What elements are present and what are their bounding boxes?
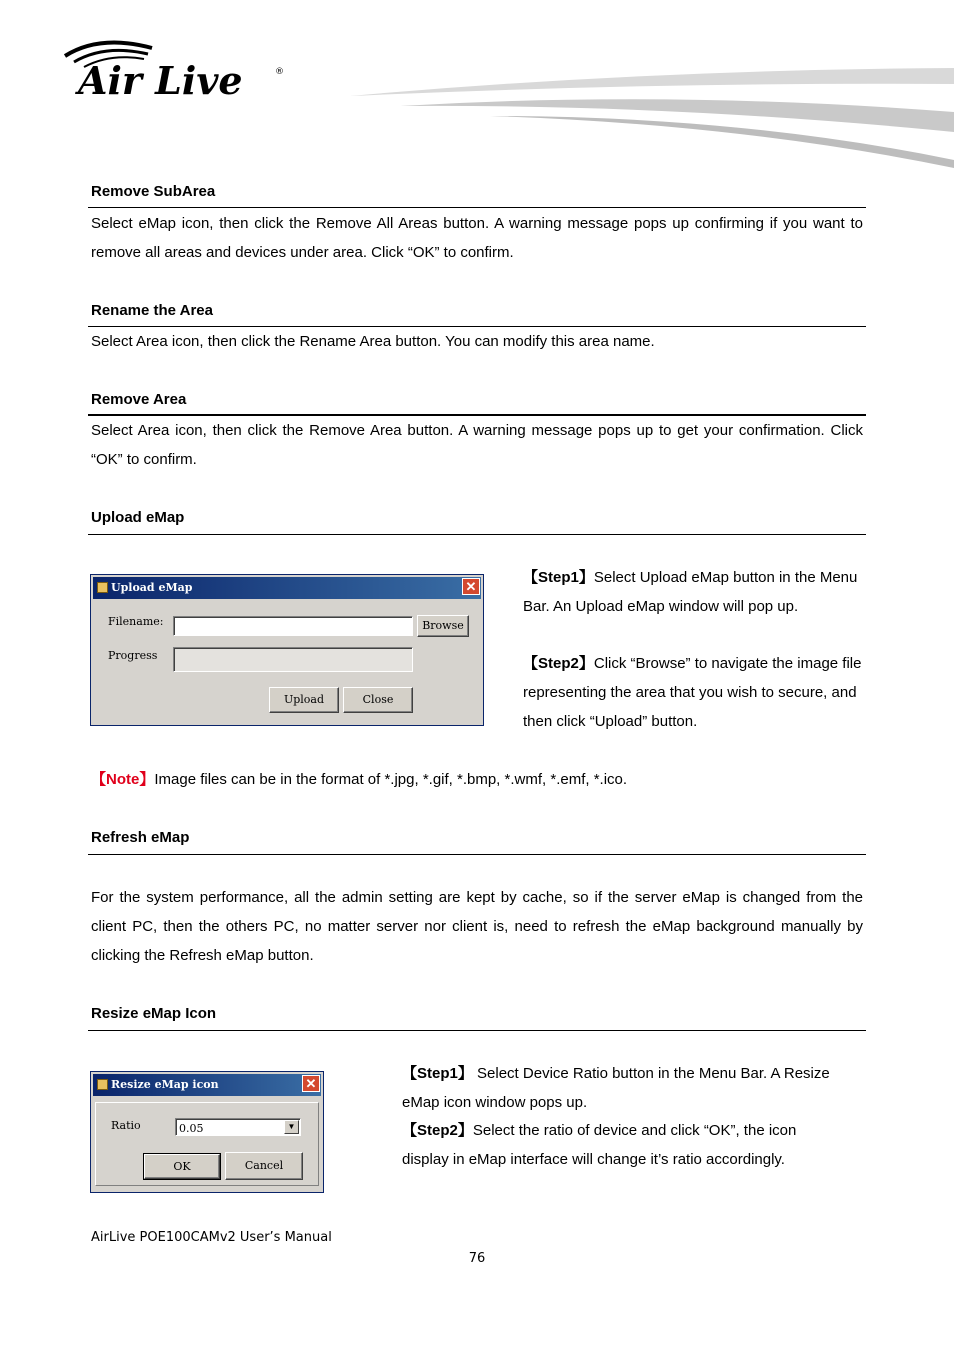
svg-text:®: ® xyxy=(275,67,284,77)
step1-text: Select Device Ratio button in the Menu Bar. A Resize eMap icon window pops up. xyxy=(402,1065,830,1111)
upload-note xyxy=(91,765,871,794)
dropdown-arrow-icon[interactable]: ▼ xyxy=(284,1120,299,1134)
section-title-remove-area: Remove Area xyxy=(91,391,187,408)
progress-label: Progress xyxy=(108,649,158,662)
airlive-logo-icon xyxy=(60,36,290,106)
section-title-resize-icon: Resize eMap Icon xyxy=(91,1005,217,1022)
close-button[interactable]: Close xyxy=(343,687,413,713)
footer-manual-title: AirLive POE100CAMv2 User’s Manual xyxy=(91,1230,332,1245)
ratio-label: Ratio xyxy=(111,1119,141,1132)
section-title-refresh-emap: Refresh eMap xyxy=(91,829,190,846)
window-icon xyxy=(97,1079,108,1090)
close-icon[interactable]: ✕ xyxy=(462,578,480,595)
resize-step2 xyxy=(402,1116,842,1174)
close-icon[interactable]: ✕ xyxy=(302,1075,320,1092)
section-body-remove-subarea: Select eMap icon, then click the Remove All Areas button. A warning message pops up confirming if you want to remove all areas and devices under area. Click “OK” to confirm. xyxy=(91,215,863,261)
swoosh-decoration-icon xyxy=(340,60,954,190)
section-divider xyxy=(88,207,866,208)
step2-text: Select the ratio of device and click “OK”, the icon display in eMap interface will change it’s ratio accordingly. xyxy=(402,1122,797,1168)
step1-text: Select Upload eMap button in the Menu Bar. An Upload eMap window will pop up. xyxy=(523,569,858,615)
upload-button[interactable]: Upload xyxy=(269,687,339,713)
step2-text: Click “Browse” to navigate the image file representing the area that you wish to secure, and then click “Upload” button. xyxy=(523,655,862,730)
filename-input[interactable] xyxy=(173,616,413,636)
filename-label: Filename: xyxy=(108,615,164,628)
step1-tag: 【Step1】 xyxy=(523,569,594,586)
note-text: Image files can be in the format of *.jpg, *.gif, *.bmp, *.wmf, *.emf, *.ico. xyxy=(154,771,628,788)
note-tag: 【Note】 xyxy=(91,771,155,788)
dialog-title: Upload eMap xyxy=(111,581,193,594)
section-title-remove-subarea: Remove SubArea xyxy=(91,183,216,200)
upload-emap-dialog xyxy=(90,574,484,726)
section-divider xyxy=(88,534,866,535)
progress-bar xyxy=(173,647,413,672)
upload-step1 xyxy=(523,563,868,621)
step1-tag: 【Step1】 xyxy=(402,1065,473,1082)
resize-emap-icon-dialog xyxy=(90,1071,324,1193)
ok-button[interactable]: OK xyxy=(144,1154,220,1179)
window-icon xyxy=(97,582,108,593)
step2-tag: 【Step2】 xyxy=(523,655,594,672)
section-body-refresh-emap: For the system performance, all the admin setting are kept by cache, so if the server eMap is changed from the client PC, then the others PC, no matter server nor client is, need to refresh the eMap background manually by clicking the Refresh eMap button. xyxy=(91,889,863,964)
brand-text: Air Live xyxy=(78,58,243,103)
browse-button[interactable]: Browse xyxy=(417,615,469,637)
step2-tag: 【Step2】 xyxy=(402,1122,473,1139)
ratio-value: 0.05 xyxy=(179,1122,204,1135)
cancel-button[interactable]: Cancel xyxy=(225,1152,303,1180)
section-body-rename-area: Select Area icon, then click the Rename Area button. You can modify this area name. xyxy=(91,333,655,350)
section-divider xyxy=(88,1030,866,1031)
section-title-rename-area: Rename the Area xyxy=(91,302,213,319)
section-divider xyxy=(88,854,866,855)
dialog-titlebar[interactable] xyxy=(93,1074,321,1096)
page-number: 76 xyxy=(468,1251,486,1266)
section-body-remove-area: Select Area icon, then click the Remove Area button. A warning message pops up to get your confirmation. Click “OK” to confirm. xyxy=(91,422,863,468)
upload-step2 xyxy=(523,649,868,736)
dialog-title: Resize eMap icon xyxy=(111,1078,219,1091)
ratio-select[interactable] xyxy=(175,1118,301,1136)
section-title-upload-emap: Upload eMap xyxy=(91,509,185,526)
resize-step1 xyxy=(402,1059,842,1117)
dialog-titlebar[interactable] xyxy=(93,577,481,599)
